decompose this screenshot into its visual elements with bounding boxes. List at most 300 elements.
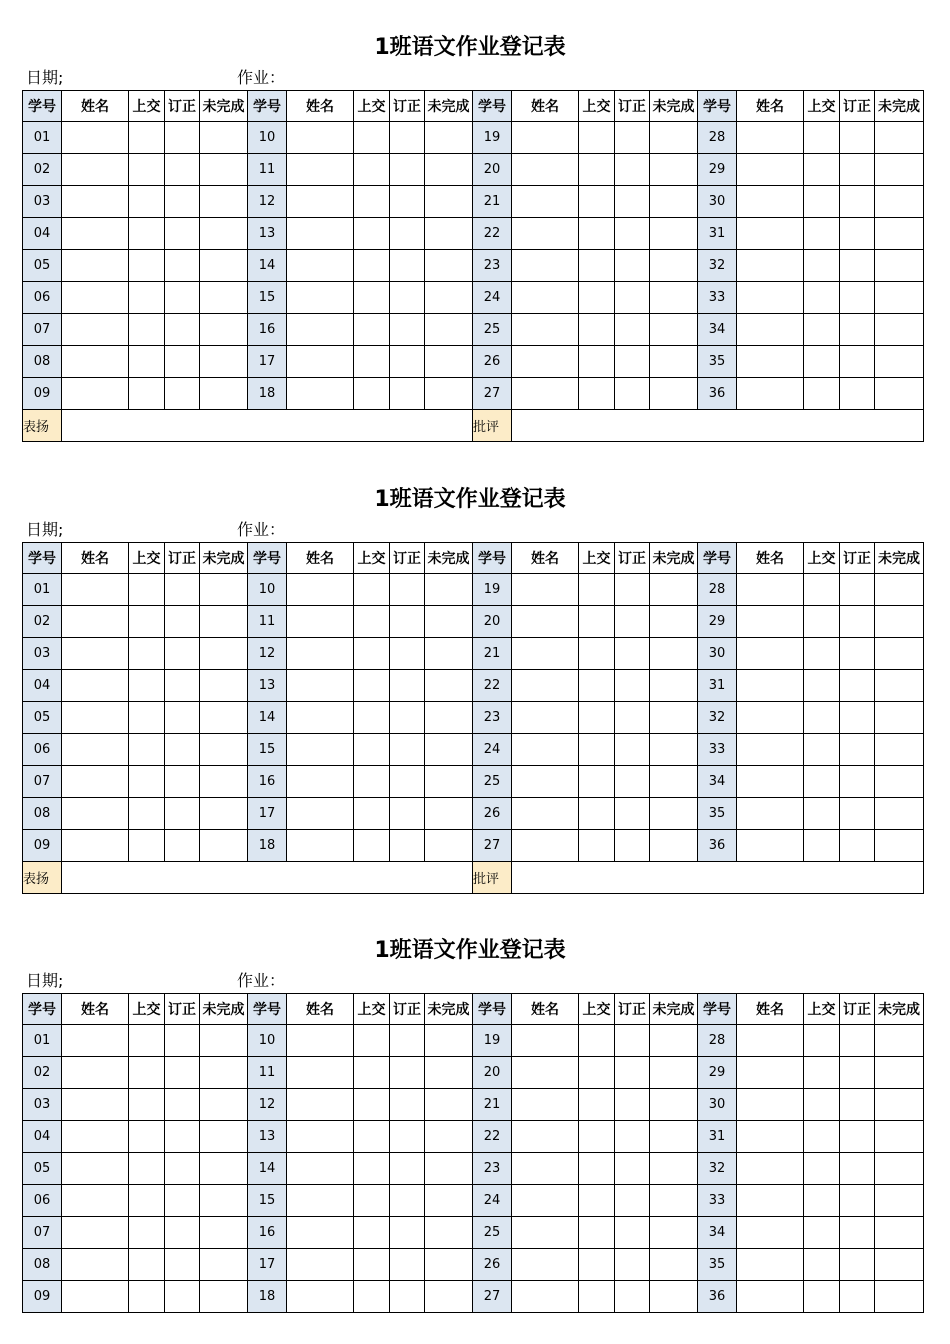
incomplete-cell[interactable]: [200, 186, 248, 218]
incomplete-cell[interactable]: [425, 574, 473, 606]
submitted-cell[interactable]: [129, 1153, 165, 1185]
submitted-cell[interactable]: [579, 830, 615, 862]
name-cell[interactable]: [512, 1185, 579, 1217]
submitted-cell[interactable]: [579, 314, 615, 346]
incomplete-cell[interactable]: [875, 218, 924, 250]
incomplete-cell[interactable]: [875, 702, 924, 734]
submitted-cell[interactable]: [804, 766, 840, 798]
submitted-cell[interactable]: [579, 1185, 615, 1217]
corrected-cell[interactable]: [840, 250, 875, 282]
submitted-cell[interactable]: [579, 766, 615, 798]
name-cell[interactable]: [512, 378, 579, 410]
submitted-cell[interactable]: [804, 1281, 840, 1313]
incomplete-cell[interactable]: [425, 734, 473, 766]
incomplete-cell[interactable]: [875, 1025, 924, 1057]
corrected-cell[interactable]: [615, 670, 650, 702]
name-cell[interactable]: [737, 250, 804, 282]
corrected-cell[interactable]: [165, 378, 200, 410]
corrected-cell[interactable]: [840, 1249, 875, 1281]
incomplete-cell[interactable]: [650, 670, 698, 702]
name-cell[interactable]: [62, 1249, 129, 1281]
criticism-area[interactable]: [512, 410, 924, 442]
corrected-cell[interactable]: [165, 122, 200, 154]
submitted-cell[interactable]: [129, 766, 165, 798]
corrected-cell[interactable]: [840, 798, 875, 830]
submitted-cell[interactable]: [354, 1217, 390, 1249]
name-cell[interactable]: [512, 282, 579, 314]
corrected-cell[interactable]: [390, 186, 425, 218]
incomplete-cell[interactable]: [200, 766, 248, 798]
name-cell[interactable]: [287, 250, 354, 282]
name-cell[interactable]: [512, 1281, 579, 1313]
incomplete-cell[interactable]: [650, 1025, 698, 1057]
incomplete-cell[interactable]: [650, 606, 698, 638]
incomplete-cell[interactable]: [875, 1089, 924, 1121]
incomplete-cell[interactable]: [650, 1249, 698, 1281]
name-cell[interactable]: [737, 186, 804, 218]
corrected-cell[interactable]: [165, 830, 200, 862]
submitted-cell[interactable]: [804, 218, 840, 250]
corrected-cell[interactable]: [615, 1185, 650, 1217]
name-cell[interactable]: [737, 1025, 804, 1057]
corrected-cell[interactable]: [165, 1121, 200, 1153]
submitted-cell[interactable]: [579, 1057, 615, 1089]
name-cell[interactable]: [287, 638, 354, 670]
submitted-cell[interactable]: [579, 218, 615, 250]
incomplete-cell[interactable]: [650, 154, 698, 186]
submitted-cell[interactable]: [354, 1121, 390, 1153]
corrected-cell[interactable]: [615, 186, 650, 218]
name-cell[interactable]: [62, 734, 129, 766]
incomplete-cell[interactable]: [875, 250, 924, 282]
corrected-cell[interactable]: [390, 1025, 425, 1057]
corrected-cell[interactable]: [165, 606, 200, 638]
name-cell[interactable]: [287, 1217, 354, 1249]
corrected-cell[interactable]: [390, 378, 425, 410]
corrected-cell[interactable]: [165, 1089, 200, 1121]
submitted-cell[interactable]: [354, 1281, 390, 1313]
name-cell[interactable]: [62, 1281, 129, 1313]
submitted-cell[interactable]: [129, 282, 165, 314]
incomplete-cell[interactable]: [650, 122, 698, 154]
corrected-cell[interactable]: [840, 378, 875, 410]
corrected-cell[interactable]: [615, 1281, 650, 1313]
incomplete-cell[interactable]: [200, 1217, 248, 1249]
name-cell[interactable]: [287, 314, 354, 346]
submitted-cell[interactable]: [579, 378, 615, 410]
submitted-cell[interactable]: [129, 1185, 165, 1217]
incomplete-cell[interactable]: [200, 122, 248, 154]
submitted-cell[interactable]: [129, 250, 165, 282]
corrected-cell[interactable]: [840, 1089, 875, 1121]
incomplete-cell[interactable]: [875, 1249, 924, 1281]
corrected-cell[interactable]: [840, 1057, 875, 1089]
corrected-cell[interactable]: [390, 574, 425, 606]
corrected-cell[interactable]: [615, 830, 650, 862]
corrected-cell[interactable]: [840, 734, 875, 766]
name-cell[interactable]: [62, 766, 129, 798]
name-cell[interactable]: [512, 1121, 579, 1153]
praise-area[interactable]: [62, 410, 473, 442]
name-cell[interactable]: [62, 1121, 129, 1153]
incomplete-cell[interactable]: [425, 798, 473, 830]
incomplete-cell[interactable]: [425, 1057, 473, 1089]
corrected-cell[interactable]: [165, 250, 200, 282]
incomplete-cell[interactable]: [425, 1185, 473, 1217]
incomplete-cell[interactable]: [875, 1217, 924, 1249]
submitted-cell[interactable]: [129, 1249, 165, 1281]
corrected-cell[interactable]: [615, 218, 650, 250]
incomplete-cell[interactable]: [650, 830, 698, 862]
praise-area[interactable]: [62, 862, 473, 894]
corrected-cell[interactable]: [615, 734, 650, 766]
incomplete-cell[interactable]: [650, 186, 698, 218]
incomplete-cell[interactable]: [200, 1281, 248, 1313]
corrected-cell[interactable]: [390, 1057, 425, 1089]
submitted-cell[interactable]: [804, 638, 840, 670]
submitted-cell[interactable]: [129, 1121, 165, 1153]
name-cell[interactable]: [737, 314, 804, 346]
submitted-cell[interactable]: [354, 1089, 390, 1121]
corrected-cell[interactable]: [615, 1217, 650, 1249]
name-cell[interactable]: [737, 1121, 804, 1153]
name-cell[interactable]: [287, 734, 354, 766]
submitted-cell[interactable]: [804, 798, 840, 830]
incomplete-cell[interactable]: [650, 218, 698, 250]
corrected-cell[interactable]: [615, 282, 650, 314]
corrected-cell[interactable]: [165, 218, 200, 250]
incomplete-cell[interactable]: [425, 346, 473, 378]
corrected-cell[interactable]: [840, 606, 875, 638]
submitted-cell[interactable]: [129, 218, 165, 250]
incomplete-cell[interactable]: [425, 830, 473, 862]
name-cell[interactable]: [737, 1153, 804, 1185]
name-cell[interactable]: [737, 574, 804, 606]
incomplete-cell[interactable]: [200, 314, 248, 346]
name-cell[interactable]: [62, 638, 129, 670]
corrected-cell[interactable]: [615, 378, 650, 410]
corrected-cell[interactable]: [615, 250, 650, 282]
corrected-cell[interactable]: [840, 314, 875, 346]
name-cell[interactable]: [737, 766, 804, 798]
incomplete-cell[interactable]: [425, 154, 473, 186]
corrected-cell[interactable]: [840, 346, 875, 378]
corrected-cell[interactable]: [390, 766, 425, 798]
name-cell[interactable]: [62, 282, 129, 314]
name-cell[interactable]: [62, 830, 129, 862]
incomplete-cell[interactable]: [875, 1057, 924, 1089]
name-cell[interactable]: [737, 282, 804, 314]
incomplete-cell[interactable]: [425, 122, 473, 154]
name-cell[interactable]: [62, 154, 129, 186]
incomplete-cell[interactable]: [425, 1121, 473, 1153]
corrected-cell[interactable]: [615, 798, 650, 830]
incomplete-cell[interactable]: [650, 1153, 698, 1185]
corrected-cell[interactable]: [390, 346, 425, 378]
submitted-cell[interactable]: [579, 574, 615, 606]
corrected-cell[interactable]: [165, 1185, 200, 1217]
corrected-cell[interactable]: [165, 1249, 200, 1281]
submitted-cell[interactable]: [354, 766, 390, 798]
submitted-cell[interactable]: [129, 606, 165, 638]
incomplete-cell[interactable]: [200, 1249, 248, 1281]
incomplete-cell[interactable]: [425, 606, 473, 638]
name-cell[interactable]: [737, 1185, 804, 1217]
name-cell[interactable]: [287, 1249, 354, 1281]
submitted-cell[interactable]: [129, 1057, 165, 1089]
submitted-cell[interactable]: [129, 154, 165, 186]
name-cell[interactable]: [512, 314, 579, 346]
incomplete-cell[interactable]: [650, 1089, 698, 1121]
name-cell[interactable]: [287, 1121, 354, 1153]
corrected-cell[interactable]: [165, 734, 200, 766]
incomplete-cell[interactable]: [200, 574, 248, 606]
corrected-cell[interactable]: [840, 702, 875, 734]
submitted-cell[interactable]: [354, 378, 390, 410]
incomplete-cell[interactable]: [875, 282, 924, 314]
name-cell[interactable]: [512, 1057, 579, 1089]
corrected-cell[interactable]: [615, 606, 650, 638]
submitted-cell[interactable]: [354, 574, 390, 606]
name-cell[interactable]: [512, 830, 579, 862]
name-cell[interactable]: [737, 154, 804, 186]
name-cell[interactable]: [287, 122, 354, 154]
submitted-cell[interactable]: [354, 186, 390, 218]
incomplete-cell[interactable]: [875, 122, 924, 154]
incomplete-cell[interactable]: [200, 798, 248, 830]
incomplete-cell[interactable]: [200, 378, 248, 410]
incomplete-cell[interactable]: [425, 250, 473, 282]
name-cell[interactable]: [512, 1025, 579, 1057]
incomplete-cell[interactable]: [200, 346, 248, 378]
corrected-cell[interactable]: [390, 638, 425, 670]
incomplete-cell[interactable]: [200, 1025, 248, 1057]
corrected-cell[interactable]: [390, 830, 425, 862]
corrected-cell[interactable]: [390, 1217, 425, 1249]
incomplete-cell[interactable]: [200, 734, 248, 766]
corrected-cell[interactable]: [165, 1217, 200, 1249]
incomplete-cell[interactable]: [425, 378, 473, 410]
submitted-cell[interactable]: [579, 734, 615, 766]
name-cell[interactable]: [62, 346, 129, 378]
submitted-cell[interactable]: [354, 346, 390, 378]
incomplete-cell[interactable]: [200, 218, 248, 250]
name-cell[interactable]: [287, 346, 354, 378]
incomplete-cell[interactable]: [200, 154, 248, 186]
name-cell[interactable]: [512, 1217, 579, 1249]
corrected-cell[interactable]: [390, 1153, 425, 1185]
incomplete-cell[interactable]: [650, 282, 698, 314]
incomplete-cell[interactable]: [200, 606, 248, 638]
corrected-cell[interactable]: [840, 766, 875, 798]
name-cell[interactable]: [287, 702, 354, 734]
submitted-cell[interactable]: [354, 606, 390, 638]
incomplete-cell[interactable]: [425, 702, 473, 734]
corrected-cell[interactable]: [165, 766, 200, 798]
incomplete-cell[interactable]: [650, 702, 698, 734]
name-cell[interactable]: [287, 218, 354, 250]
name-cell[interactable]: [737, 346, 804, 378]
name-cell[interactable]: [287, 830, 354, 862]
name-cell[interactable]: [287, 282, 354, 314]
incomplete-cell[interactable]: [875, 734, 924, 766]
name-cell[interactable]: [62, 1057, 129, 1089]
name-cell[interactable]: [287, 1281, 354, 1313]
corrected-cell[interactable]: [840, 1153, 875, 1185]
submitted-cell[interactable]: [579, 606, 615, 638]
corrected-cell[interactable]: [165, 670, 200, 702]
submitted-cell[interactable]: [129, 1025, 165, 1057]
incomplete-cell[interactable]: [650, 1057, 698, 1089]
submitted-cell[interactable]: [804, 154, 840, 186]
incomplete-cell[interactable]: [875, 1281, 924, 1313]
name-cell[interactable]: [737, 378, 804, 410]
name-cell[interactable]: [62, 186, 129, 218]
submitted-cell[interactable]: [804, 1057, 840, 1089]
submitted-cell[interactable]: [579, 346, 615, 378]
corrected-cell[interactable]: [615, 574, 650, 606]
incomplete-cell[interactable]: [200, 1153, 248, 1185]
name-cell[interactable]: [287, 378, 354, 410]
incomplete-cell[interactable]: [425, 638, 473, 670]
corrected-cell[interactable]: [390, 1185, 425, 1217]
incomplete-cell[interactable]: [425, 1281, 473, 1313]
corrected-cell[interactable]: [390, 314, 425, 346]
corrected-cell[interactable]: [840, 1185, 875, 1217]
incomplete-cell[interactable]: [200, 830, 248, 862]
incomplete-cell[interactable]: [875, 798, 924, 830]
incomplete-cell[interactable]: [200, 1057, 248, 1089]
incomplete-cell[interactable]: [650, 638, 698, 670]
incomplete-cell[interactable]: [875, 574, 924, 606]
submitted-cell[interactable]: [354, 1249, 390, 1281]
name-cell[interactable]: [512, 574, 579, 606]
incomplete-cell[interactable]: [650, 346, 698, 378]
submitted-cell[interactable]: [804, 1153, 840, 1185]
submitted-cell[interactable]: [579, 798, 615, 830]
submitted-cell[interactable]: [804, 1217, 840, 1249]
corrected-cell[interactable]: [615, 122, 650, 154]
submitted-cell[interactable]: [354, 670, 390, 702]
corrected-cell[interactable]: [390, 122, 425, 154]
corrected-cell[interactable]: [390, 670, 425, 702]
incomplete-cell[interactable]: [425, 1025, 473, 1057]
submitted-cell[interactable]: [129, 122, 165, 154]
submitted-cell[interactable]: [804, 378, 840, 410]
corrected-cell[interactable]: [840, 1121, 875, 1153]
name-cell[interactable]: [62, 250, 129, 282]
submitted-cell[interactable]: [354, 1153, 390, 1185]
incomplete-cell[interactable]: [425, 314, 473, 346]
name-cell[interactable]: [287, 1089, 354, 1121]
submitted-cell[interactable]: [129, 638, 165, 670]
name-cell[interactable]: [737, 122, 804, 154]
submitted-cell[interactable]: [129, 670, 165, 702]
submitted-cell[interactable]: [579, 1025, 615, 1057]
corrected-cell[interactable]: [615, 702, 650, 734]
name-cell[interactable]: [512, 638, 579, 670]
incomplete-cell[interactable]: [200, 250, 248, 282]
submitted-cell[interactable]: [804, 574, 840, 606]
corrected-cell[interactable]: [390, 1249, 425, 1281]
criticism-area[interactable]: [512, 862, 924, 894]
incomplete-cell[interactable]: [650, 1217, 698, 1249]
name-cell[interactable]: [512, 186, 579, 218]
name-cell[interactable]: [737, 1249, 804, 1281]
corrected-cell[interactable]: [840, 1281, 875, 1313]
submitted-cell[interactable]: [804, 282, 840, 314]
name-cell[interactable]: [512, 154, 579, 186]
incomplete-cell[interactable]: [875, 378, 924, 410]
submitted-cell[interactable]: [804, 346, 840, 378]
incomplete-cell[interactable]: [650, 250, 698, 282]
corrected-cell[interactable]: [840, 1217, 875, 1249]
incomplete-cell[interactable]: [200, 638, 248, 670]
submitted-cell[interactable]: [129, 1281, 165, 1313]
corrected-cell[interactable]: [615, 346, 650, 378]
submitted-cell[interactable]: [129, 186, 165, 218]
submitted-cell[interactable]: [129, 314, 165, 346]
name-cell[interactable]: [737, 218, 804, 250]
name-cell[interactable]: [62, 1153, 129, 1185]
name-cell[interactable]: [737, 1217, 804, 1249]
submitted-cell[interactable]: [579, 1249, 615, 1281]
name-cell[interactable]: [512, 1153, 579, 1185]
corrected-cell[interactable]: [840, 122, 875, 154]
submitted-cell[interactable]: [579, 638, 615, 670]
incomplete-cell[interactable]: [425, 1249, 473, 1281]
corrected-cell[interactable]: [615, 154, 650, 186]
submitted-cell[interactable]: [129, 1089, 165, 1121]
submitted-cell[interactable]: [354, 638, 390, 670]
corrected-cell[interactable]: [615, 1025, 650, 1057]
submitted-cell[interactable]: [579, 154, 615, 186]
submitted-cell[interactable]: [354, 798, 390, 830]
corrected-cell[interactable]: [390, 282, 425, 314]
corrected-cell[interactable]: [165, 702, 200, 734]
submitted-cell[interactable]: [579, 1153, 615, 1185]
corrected-cell[interactable]: [165, 574, 200, 606]
corrected-cell[interactable]: [615, 766, 650, 798]
name-cell[interactable]: [62, 1185, 129, 1217]
corrected-cell[interactable]: [390, 606, 425, 638]
incomplete-cell[interactable]: [650, 734, 698, 766]
incomplete-cell[interactable]: [425, 1217, 473, 1249]
submitted-cell[interactable]: [579, 670, 615, 702]
corrected-cell[interactable]: [840, 574, 875, 606]
name-cell[interactable]: [512, 1249, 579, 1281]
corrected-cell[interactable]: [165, 186, 200, 218]
incomplete-cell[interactable]: [875, 670, 924, 702]
corrected-cell[interactable]: [165, 1281, 200, 1313]
name-cell[interactable]: [62, 670, 129, 702]
submitted-cell[interactable]: [804, 122, 840, 154]
submitted-cell[interactable]: [804, 186, 840, 218]
corrected-cell[interactable]: [165, 798, 200, 830]
incomplete-cell[interactable]: [425, 186, 473, 218]
name-cell[interactable]: [512, 122, 579, 154]
submitted-cell[interactable]: [129, 830, 165, 862]
submitted-cell[interactable]: [354, 734, 390, 766]
corrected-cell[interactable]: [840, 282, 875, 314]
incomplete-cell[interactable]: [425, 218, 473, 250]
name-cell[interactable]: [512, 1089, 579, 1121]
incomplete-cell[interactable]: [875, 606, 924, 638]
incomplete-cell[interactable]: [650, 574, 698, 606]
submitted-cell[interactable]: [579, 702, 615, 734]
submitted-cell[interactable]: [804, 1089, 840, 1121]
name-cell[interactable]: [287, 606, 354, 638]
